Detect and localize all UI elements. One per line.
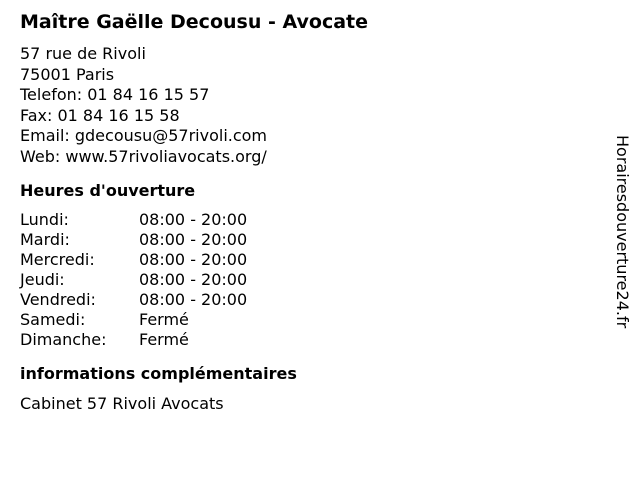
time-value: 08:00 - 20:00 [139, 210, 248, 229]
page-title: Maître Gaëlle Decousu - Avocate [20, 11, 368, 33]
email-address: Email: gdecousu@57rivoli.com [20, 126, 268, 145]
time-value: Fermé [139, 310, 189, 329]
hours-row-monday [20, 210, 580, 230]
day-label: Dimanche: [20, 330, 107, 349]
hours-row-thursday [20, 270, 580, 290]
website-url: Web: www.57rivoliavocats.org/ [20, 146, 267, 166]
phone-number: Telefon: 01 84 16 15 57 [20, 85, 210, 104]
day-label: Lundi: [20, 210, 69, 229]
time-value: Fermé [139, 330, 189, 349]
time-value: 08:00 - 20:00 [139, 290, 248, 309]
hours-row-friday [20, 290, 580, 310]
hours-row-tuesday [20, 230, 580, 250]
day-label: Mercredi: [20, 250, 95, 269]
time-value: 08:00 - 20:00 [139, 270, 248, 289]
info-text: Cabinet 57 Rivoli Avocats [20, 394, 224, 413]
address-street: 57 rue de Rivoli [20, 44, 146, 63]
day-label: Mardi: [20, 230, 70, 249]
hours-table [20, 210, 580, 350]
address-city: 75001 Paris [20, 64, 115, 84]
day-label: Jeudi: [20, 270, 65, 289]
time-value: 08:00 - 20:00 [139, 230, 248, 249]
day-label: Vendredi: [20, 290, 96, 309]
info-heading: informations complémentaires [20, 364, 297, 383]
hours-heading: Heures d'ouverture [20, 181, 196, 200]
side-watermark: Horairesdouverture24.fr [613, 135, 632, 329]
time-value: 08:00 - 20:00 [139, 250, 248, 269]
day-label: Samedi: [20, 310, 86, 329]
hours-row-saturday [20, 310, 580, 330]
hours-row-sunday [20, 330, 580, 350]
fax-number: Fax: 01 84 16 15 58 [20, 105, 180, 125]
hours-row-wednesday [20, 250, 580, 270]
contact-block [20, 44, 580, 167]
business-card [20, 10, 580, 414]
